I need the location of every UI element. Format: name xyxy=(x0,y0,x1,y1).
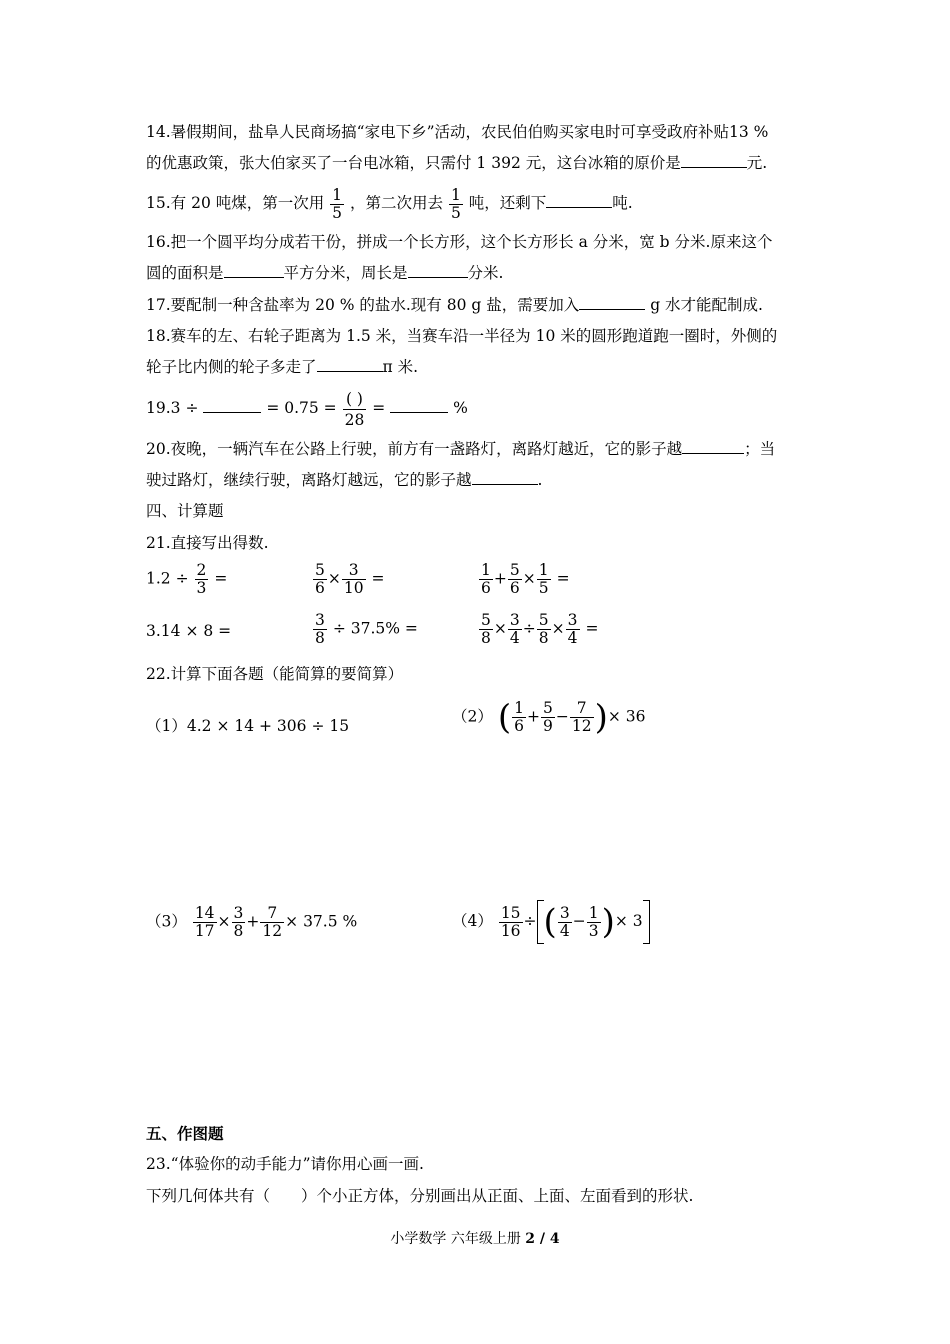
q15-answer-blank[interactable] xyxy=(546,193,612,208)
q21-expr-6: $\frac{5}{8}$ × $\frac{3}{4}$ ÷ $\frac{5}{8}$ × $\frac{3}{4}$ = xyxy=(481,611,599,647)
q22-title: 22.计算下面各题（能简算的要简算） xyxy=(146,665,404,683)
q16-text-c: 分米. xyxy=(467,264,504,282)
q21-expr-3: $\frac{1}{6}$ + $\frac{5}{6}$ × $\frac{1}{5}$ = xyxy=(481,561,570,597)
right-bracket xyxy=(643,900,650,944)
q16-area-blank[interactable] xyxy=(224,263,284,278)
q17-text-a: 17.要配制一种含盐率为 20 % 的盐水.现有 80 g 盐，需要加入 xyxy=(146,296,580,314)
q21-expr-4: 3.14 × 8 = xyxy=(146,622,232,640)
q17 xyxy=(146,295,763,315)
q19-text-c: = xyxy=(372,399,386,417)
q21-expr-5: $\frac{3}{8}$ ÷ 37.5% = xyxy=(315,611,418,647)
q22-problem-4: （4） $\frac{15}{16}$ ÷ ( $\frac{3}{4}$ − $\frac{1}{3}$ )× 3 xyxy=(452,900,650,944)
q19-numerator-blank[interactable]: ( ) xyxy=(343,389,367,410)
q15-text-c: 吨，还剩下 xyxy=(468,194,547,212)
q20-text-c: 驶过路灯，继续行驶，离路灯越远，它的影子越 xyxy=(146,471,472,489)
q21-title: 21.直接写出得数. xyxy=(146,534,269,552)
q14-text: 的优惠政策，张大伯家买了一台电冰箱，只需付 1 392 元，这台冰箱的原价是 xyxy=(146,154,681,172)
q19 xyxy=(146,386,468,430)
section-4-heading: 四、计算题 xyxy=(146,502,224,520)
q14-line1: 14.暑假期间，盐阜人民商场搞“家电下乡”活动，农民伯伯购买家电时可享受政府补贴13 % xyxy=(146,123,769,141)
page-number: 2 / 4 xyxy=(525,1231,560,1247)
q19-percent: % xyxy=(453,399,468,417)
q22-problem-1: （1）4.2 × 14 + 306 ÷ 15 xyxy=(146,717,350,735)
q14-line2 xyxy=(146,153,767,173)
q15-text-b: ，第二次用去 xyxy=(349,194,443,212)
q16-text-a: 圆的面积是 xyxy=(146,264,224,282)
q18-answer-blank[interactable] xyxy=(317,357,383,372)
q14-answer-blank[interactable] xyxy=(681,153,747,168)
q19-text-a: 19.3 ÷ xyxy=(146,399,199,417)
left-bracket xyxy=(537,900,544,944)
q20-line1 xyxy=(146,439,775,459)
q15-fraction-2: $\frac{1}{5}$ xyxy=(450,185,461,222)
q18-text-b: π 米. xyxy=(382,358,419,376)
q22-problem-2: （2） ( $\frac{1}{6}$ + $\frac{5}{9}$ − $\frac{7}{12}$ )× 36 xyxy=(452,697,646,738)
q20-blank-2[interactable] xyxy=(472,470,538,485)
q21-expr-2: $\frac{5}{6}$ × $\frac{3}{10}$ = xyxy=(315,561,385,597)
q15-fraction-1: $\frac{1}{5}$ xyxy=(332,185,343,222)
q20-text-d: . xyxy=(537,471,543,489)
page-footer xyxy=(0,1228,950,1248)
section-5-heading: 五、作图题 xyxy=(146,1124,224,1143)
q19-text-b: = 0.75 = xyxy=(266,399,337,417)
q18-line1: 18.赛车的左、右轮子距离为 1.5 米，当赛车沿一半径为 10 米的圆形跑道跑一圈时，外侧的 xyxy=(146,327,778,345)
q20-blank-1[interactable] xyxy=(682,439,744,454)
q15-text-a: 15.有 20 吨煤，第一次用 xyxy=(146,194,325,212)
q16-line1: 16.把一个圆平均分成若干份，拼成一个长方形，这个长方形长 a 分米，宽 b 分米.原来这个 xyxy=(146,233,773,251)
q19-blank-1[interactable] xyxy=(203,398,261,413)
q18-text-a: 轮子比内侧的轮子多走了 xyxy=(146,358,317,376)
q17-answer-blank[interactable] xyxy=(579,295,645,310)
q15-unit: 吨. xyxy=(612,194,633,212)
q16-text-b: 平方分米，周长是 xyxy=(283,264,408,282)
q21-expr-1: 1.2 ÷ $\frac{2}{3}$ = xyxy=(146,561,228,597)
q15 xyxy=(146,183,633,223)
q14-unit: 元. xyxy=(746,154,768,172)
q18-line2 xyxy=(146,357,418,377)
q20-text-a: 20.夜晚，一辆汽车在公路上行驶，前方有一盏路灯，离路灯越近，它的影子越 xyxy=(146,440,683,458)
q20-text-b: ；当 xyxy=(744,440,776,458)
q19-fraction: $\frac{( )}{28}$ xyxy=(344,389,365,429)
q16-line2 xyxy=(146,263,503,283)
q19-blank-2[interactable] xyxy=(390,398,448,413)
q20-line2 xyxy=(146,470,542,490)
q22-problem-3: （3） $\frac{14}{17}$ × $\frac{3}{8}$ + $\frac{7}{12}$ × 37.5 % xyxy=(146,904,358,940)
q23-title: 23.“体验你的动手能力”请你用心画一画. xyxy=(146,1155,424,1173)
q23-line: 下列几何体共有（ ）个小正方体，分别画出从正面、上面、左面看到的形状. xyxy=(146,1187,694,1205)
q16-perimeter-blank[interactable] xyxy=(408,263,468,278)
footer-text: 小学数学 六年级上册 xyxy=(390,1231,521,1247)
q17-text-b: g 水才能配制成. xyxy=(650,296,763,314)
